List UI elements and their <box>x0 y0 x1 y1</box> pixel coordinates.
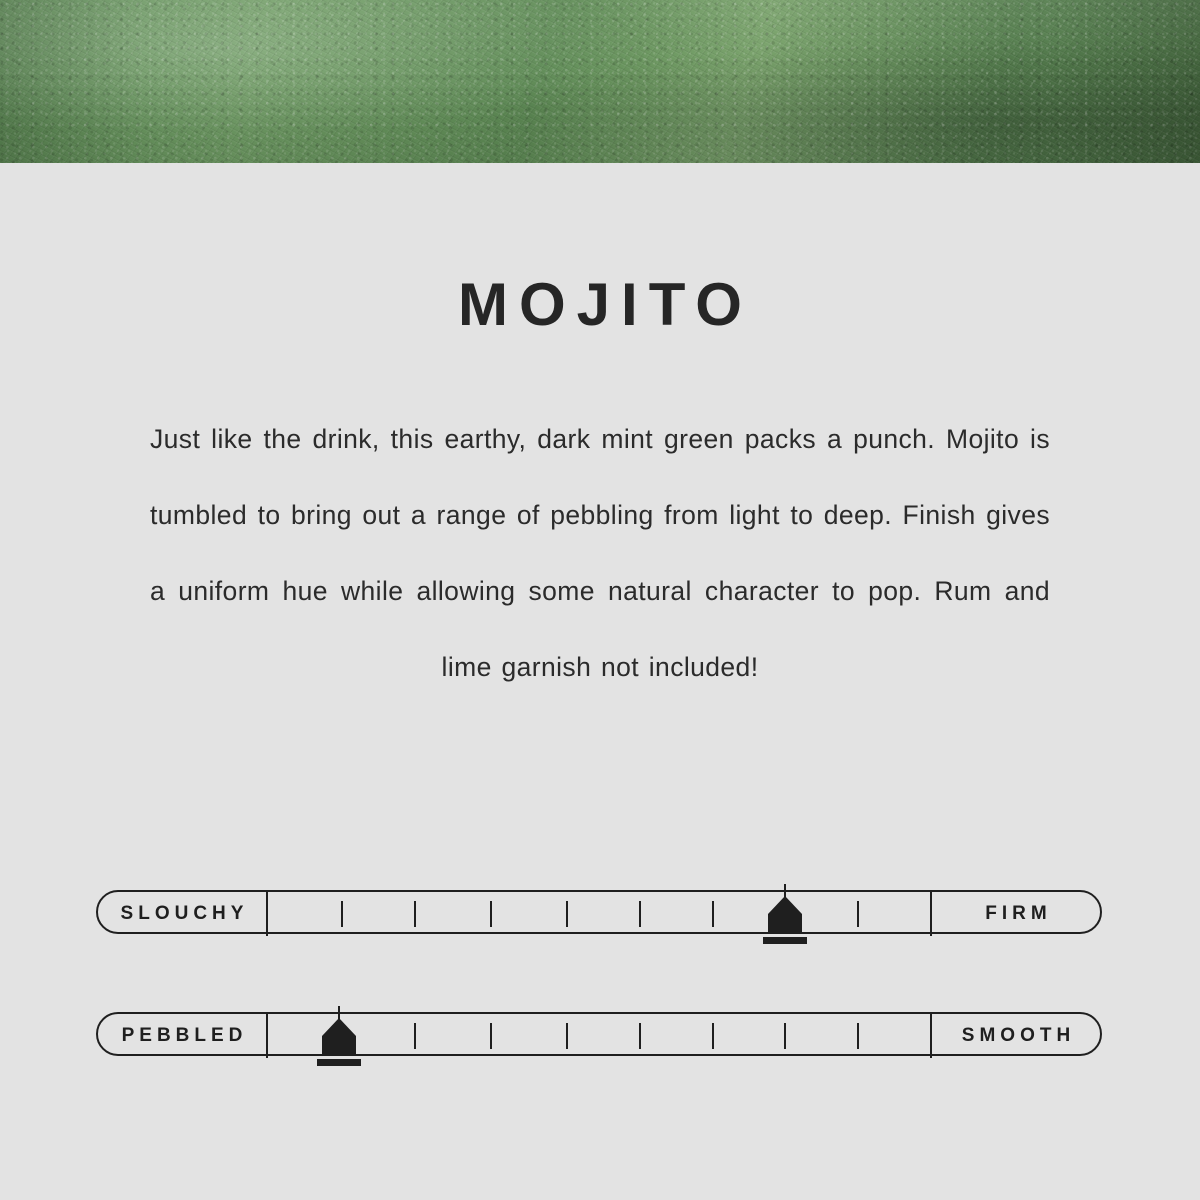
scale-tick <box>566 1023 568 1049</box>
scale-tick <box>639 1023 641 1049</box>
scale-tick <box>712 1023 714 1049</box>
attribute-scales <box>0 890 1200 1058</box>
scale-tick <box>639 901 641 927</box>
scale-tick <box>857 1023 859 1049</box>
marker-foot <box>317 1059 361 1066</box>
scale-firmness-track <box>96 890 1102 934</box>
scale-texture-track <box>96 1012 1102 1056</box>
page-title: MOJITO <box>458 271 753 338</box>
scale-tick <box>784 1023 786 1049</box>
scale-texture-right-label: SMOOTH <box>930 1014 1100 1058</box>
scale-texture <box>96 1012 1104 1058</box>
scale-tick <box>857 901 859 927</box>
scale-tick <box>341 1023 343 1049</box>
leather-swatch-image <box>0 0 1200 163</box>
scale-tick <box>414 901 416 927</box>
scale-tick <box>341 901 343 927</box>
scale-texture-left-label: PEBBLED <box>98 1014 268 1058</box>
scale-texture-ticks <box>268 1014 930 1058</box>
scale-firmness-left-label: SLOUCHY <box>98 892 268 936</box>
swatch-vignette <box>0 0 1200 163</box>
marker-foot <box>763 937 807 944</box>
scale-firmness <box>96 890 1104 936</box>
scale-tick <box>784 901 786 927</box>
scale-tick <box>712 901 714 927</box>
scale-tick <box>414 1023 416 1049</box>
color-description: Just like the drink, this earthy, dark mint green packs a punch. Mojito is tumbled to bring out a range of pebbling from light to deep. Finish gives a uniform hue while allowing some natural character to pop. Rum and lime garnish not included! <box>150 424 1050 682</box>
scale-firmness-right-label: FIRM <box>930 892 1100 936</box>
scale-tick <box>490 1023 492 1049</box>
scale-tick <box>490 901 492 927</box>
scale-tick <box>566 901 568 927</box>
scale-firmness-ticks <box>268 892 930 936</box>
